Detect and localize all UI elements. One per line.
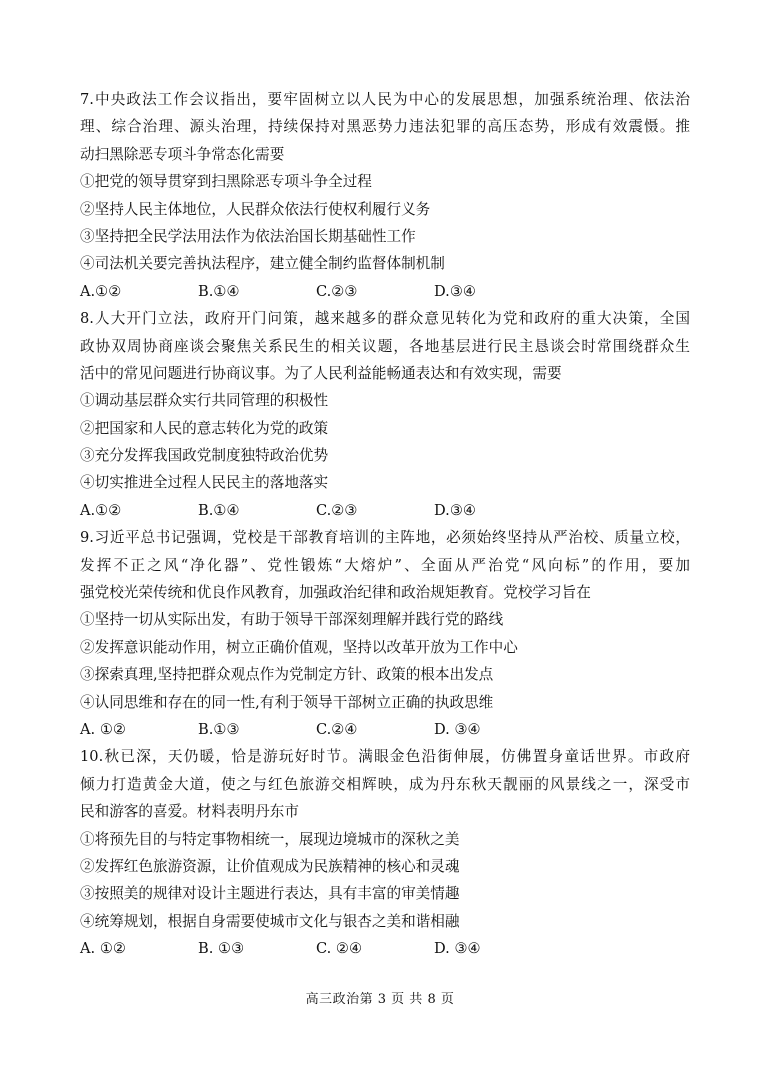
answer-choice-d: D.③④ <box>434 501 476 519</box>
answer-choices <box>80 497 690 524</box>
answer-choices <box>80 278 690 305</box>
question-10 <box>80 743 690 962</box>
answer-choice-c: C.②③ <box>316 501 358 519</box>
option-statement: ①调动基层群众实行共同管理的积极性 <box>80 392 329 410</box>
answer-choices <box>80 716 690 743</box>
option-statement: ①将预先目的与特定事物相统一，展现边境城市的深秋之美 <box>80 830 460 848</box>
answer-choice-b: B.①③ <box>198 720 240 738</box>
option-statement: ①坚持一切从实际出发，有助于领导干部深刻理解并践行党的路线 <box>80 611 504 629</box>
answer-choice-a: A.①② <box>80 282 122 300</box>
question-9 <box>80 524 690 743</box>
answer-choice-a: A. ①② <box>80 940 126 958</box>
option-statement: ③坚持把全民学法用法作为依法治国长期基础性工作 <box>80 227 416 245</box>
page-footer: 高三政治第 3 页 共 8 页 <box>305 992 455 1007</box>
answer-choice-d: D.③④ <box>434 282 476 300</box>
question-stem-line: 发挥不正之风“净化器”、党性锻炼“大熔炉”、全面从严治党“风向标”的作用，要加 <box>80 556 690 574</box>
question-stem-line: 10.秋已深，天仍暖，恰是游玩好时节。满眼金色沿街伸展，仿佛置身童话世界。市政府 <box>80 748 690 766</box>
question-8 <box>80 305 690 524</box>
option-statement: ②发挥意识能动作用，树立正确价值观，坚持以改革开放为工作中心 <box>80 638 518 656</box>
option-statement: ③按照美的规律对设计主题进行表达，具有丰富的审美情趣 <box>80 885 460 903</box>
answer-choice-d: D. ③④ <box>434 940 481 958</box>
answer-choice-a: A. ①② <box>80 720 126 738</box>
option-statement: ③探索真理,坚持把群众观点作为党制定方针、政策的根本出发点 <box>80 666 494 684</box>
answer-choices <box>80 935 690 962</box>
question-stem-line: 7.中央政法工作会议指出，要牢固树立以人民为中心的发展思想，加强系统治理、依法治 <box>80 91 690 108</box>
option-statement: ②把国家和人民的意志转化为党的政策 <box>80 419 329 437</box>
answer-choice-d: D. ③④ <box>434 720 481 738</box>
answer-choice-b: B. ①③ <box>198 940 245 958</box>
question-stem-line: 9.习近平总书记强调，党校是干部教育培训的主阵地，必须始终坚持从严治校、质量立校， <box>80 529 690 547</box>
question-stem-line: 政协双周协商座谈会聚焦关系民生的相关议题，各地基层进行民主恳谈会时常围绕群众生 <box>80 337 690 355</box>
question-7 <box>80 86 690 305</box>
option-statement: ④切实推进全过程人民民主的落地落实 <box>80 474 329 492</box>
question-stem-line: 民和游客的喜爱。材料表明丹东市 <box>80 803 299 821</box>
answer-choice-c: C.②④ <box>316 720 358 738</box>
answer-choice-c: C.②③ <box>316 282 358 300</box>
question-stem-line: 理、综合治理、源头治理，持续保持对黑恶势力违法犯罪的高压态势，形成有效震慑。推 <box>80 118 690 136</box>
answer-choice-a: A.①② <box>80 501 122 519</box>
question-list <box>80 86 690 963</box>
answer-choice-b: B.①④ <box>198 282 240 300</box>
question-stem-line: 倾力打造黄金大道，使之与红色旅游交相辉映，成为丹东秋天靓丽的风景线之一，深受市 <box>80 775 690 793</box>
option-statement: ③充分发挥我国政党制度独特政治优势 <box>80 447 329 465</box>
option-statement: ④司法机关要完善执法程序，建立健全制约监督体制机制 <box>80 255 445 273</box>
answer-choice-b: B.①④ <box>198 501 240 519</box>
question-stem-line: 活中的常见问题进行协商议事。为了人民利益能畅通表达和有效实现，需要 <box>80 364 562 382</box>
question-stem-line: 8.人大开门立法，政府开门问策，越来越多的群众意见转化为党和政府的重大决策，全国 <box>80 310 690 328</box>
question-stem-line: 动扫黑除恶专项斗争常态化需要 <box>80 145 285 163</box>
option-statement: ②发挥红色旅游资源，让价值观成为民族精神的核心和灵魂 <box>80 857 460 875</box>
option-statement: ④统筹规划，根据自身需要使城市文化与银杏之美和谐相融 <box>80 912 460 930</box>
option-statement: ④认同思维和存在的同一性,有利于领导干部树立正确的执政思维 <box>80 693 494 711</box>
answer-choice-c: C. ②④ <box>316 940 363 958</box>
option-statement: ①把党的领导贯穿到扫黑除恶专项斗争全过程 <box>80 173 372 191</box>
option-statement: ②坚持人民主体地位，人民群众依法行使权利履行义务 <box>80 200 431 218</box>
question-stem-line: 强党校光荣传统和优良作风教育，加强政治纪律和政治规矩教育。党校学习旨在 <box>80 584 591 602</box>
